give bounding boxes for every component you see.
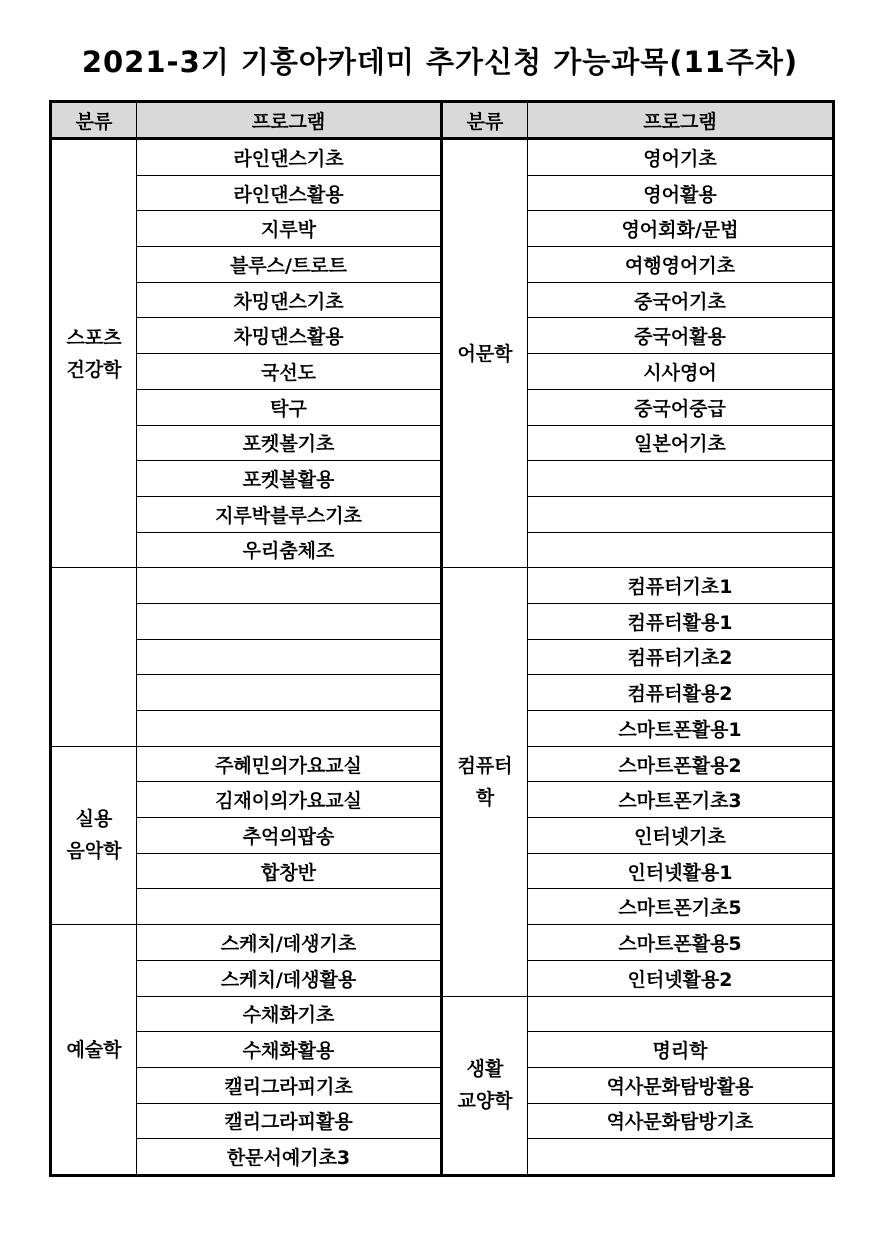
right-program-cell: 중국어활용 bbox=[528, 318, 834, 354]
right-program-cell: 컴퓨터기초1 bbox=[528, 568, 834, 604]
left-program-cell: 캘리그라피활용 bbox=[137, 1103, 442, 1139]
left-category-cell-line: 스포츠 bbox=[66, 326, 122, 349]
left-program-cell bbox=[137, 675, 442, 711]
left-program-cell: 캘리그라피기초 bbox=[137, 1067, 442, 1103]
right-program-cell: 스마트폰기초5 bbox=[528, 889, 834, 925]
left-program-cell: 블루스/트로트 bbox=[137, 247, 442, 283]
left-program-cell: 지루박블루스기초 bbox=[137, 496, 442, 532]
left-program-cell: 스케치/데생기초 bbox=[137, 925, 442, 961]
left-program-cell: 라인댄스기초 bbox=[137, 139, 442, 176]
header-category-left: 분류 bbox=[51, 102, 137, 139]
left-program-cell: 국선도 bbox=[137, 354, 442, 390]
right-category-cell bbox=[442, 568, 528, 996]
right-category-cell-line: 교양학 bbox=[457, 1090, 513, 1113]
table-row bbox=[51, 139, 834, 176]
left-program-cell: 합창반 bbox=[137, 853, 442, 889]
right-category-cell bbox=[442, 996, 528, 1175]
left-program-cell: 탁구 bbox=[137, 389, 442, 425]
left-category-cell bbox=[51, 746, 137, 924]
left-category-cell-line: 음악학 bbox=[66, 840, 122, 863]
left-program-cell bbox=[137, 889, 442, 925]
left-program-cell bbox=[137, 603, 442, 639]
right-program-cell: 인터넷활용2 bbox=[528, 960, 834, 996]
left-category-cell-line: 실용 bbox=[75, 808, 113, 831]
left-program-cell: 라인댄스활용 bbox=[137, 175, 442, 211]
left-program-cell: 한문서예기초3 bbox=[137, 1139, 442, 1176]
right-program-cell: 여행영어기초 bbox=[528, 247, 834, 283]
right-program-cell: 영어회화/문법 bbox=[528, 211, 834, 247]
right-program-cell bbox=[528, 1139, 834, 1176]
right-program-cell: 스마트폰활용5 bbox=[528, 925, 834, 961]
right-category-cell: 어문학 bbox=[442, 139, 528, 568]
right-program-cell: 인터넷기초 bbox=[528, 818, 834, 854]
left-program-cell: 추억의팝송 bbox=[137, 818, 442, 854]
right-program-cell: 컴퓨터기초2 bbox=[528, 639, 834, 675]
right-program-cell: 스마트폰기초3 bbox=[528, 782, 834, 818]
left-program-cell: 김재이의가요교실 bbox=[137, 782, 442, 818]
left-program-cell: 차밍댄스기초 bbox=[137, 282, 442, 318]
right-program-cell: 중국어중급 bbox=[528, 389, 834, 425]
right-program-cell bbox=[528, 496, 834, 532]
right-program-cell: 시사영어 bbox=[528, 354, 834, 390]
right-program-cell: 일본어기초 bbox=[528, 425, 834, 461]
table-row bbox=[51, 996, 834, 1032]
header-program-right: 프로그램 bbox=[528, 102, 834, 139]
header-program-left: 프로그램 bbox=[137, 102, 442, 139]
left-program-cell bbox=[137, 568, 442, 604]
right-program-cell: 역사문화탐방기초 bbox=[528, 1103, 834, 1139]
right-program-cell: 컴퓨터활용1 bbox=[528, 603, 834, 639]
table-row bbox=[51, 568, 834, 604]
page-title: 2021-3기 기흥아카데미 추가신청 가능과목(11주차) bbox=[81, 45, 799, 79]
table-body bbox=[51, 139, 834, 1176]
right-program-cell: 컴퓨터활용2 bbox=[528, 675, 834, 711]
table-header bbox=[51, 102, 834, 139]
right-category-cell-line: 생활 bbox=[466, 1058, 504, 1081]
left-program-cell: 지루박 bbox=[137, 211, 442, 247]
right-program-cell: 스마트폰활용1 bbox=[528, 711, 834, 747]
right-program-cell: 역사문화탐방활용 bbox=[528, 1067, 834, 1103]
left-category-cell bbox=[51, 568, 137, 746]
right-category-cell-line: 컴퓨터 bbox=[457, 754, 513, 777]
left-category-cell: 예술학 bbox=[51, 925, 137, 1176]
left-program-cell: 스케치/데생활용 bbox=[137, 960, 442, 996]
right-program-cell: 영어활용 bbox=[528, 175, 834, 211]
right-program-cell: 중국어기초 bbox=[528, 282, 834, 318]
right-program-cell: 명리학 bbox=[528, 1032, 834, 1068]
left-program-cell: 수채화기초 bbox=[137, 996, 442, 1032]
header-category-right: 분류 bbox=[442, 102, 528, 139]
left-category-cell bbox=[51, 139, 137, 568]
right-program-cell bbox=[528, 461, 834, 497]
left-category-cell-line: 건강학 bbox=[66, 358, 122, 381]
left-program-cell: 차밍댄스활용 bbox=[137, 318, 442, 354]
course-table bbox=[49, 100, 835, 1177]
right-program-cell bbox=[528, 996, 834, 1032]
right-program-cell: 영어기초 bbox=[528, 139, 834, 176]
left-program-cell: 포켓볼기초 bbox=[137, 425, 442, 461]
left-program-cell bbox=[137, 711, 442, 747]
right-program-cell: 인터넷활용1 bbox=[528, 853, 834, 889]
right-program-cell bbox=[528, 532, 834, 568]
left-program-cell: 수채화활용 bbox=[137, 1032, 442, 1068]
left-program-cell: 우리춤체조 bbox=[137, 532, 442, 568]
left-program-cell bbox=[137, 639, 442, 675]
right-category-cell-line: 학 bbox=[475, 786, 495, 809]
left-program-cell: 포켓볼활용 bbox=[137, 461, 442, 497]
left-program-cell: 주혜민의가요교실 bbox=[137, 746, 442, 782]
right-program-cell: 스마트폰활용2 bbox=[528, 746, 834, 782]
